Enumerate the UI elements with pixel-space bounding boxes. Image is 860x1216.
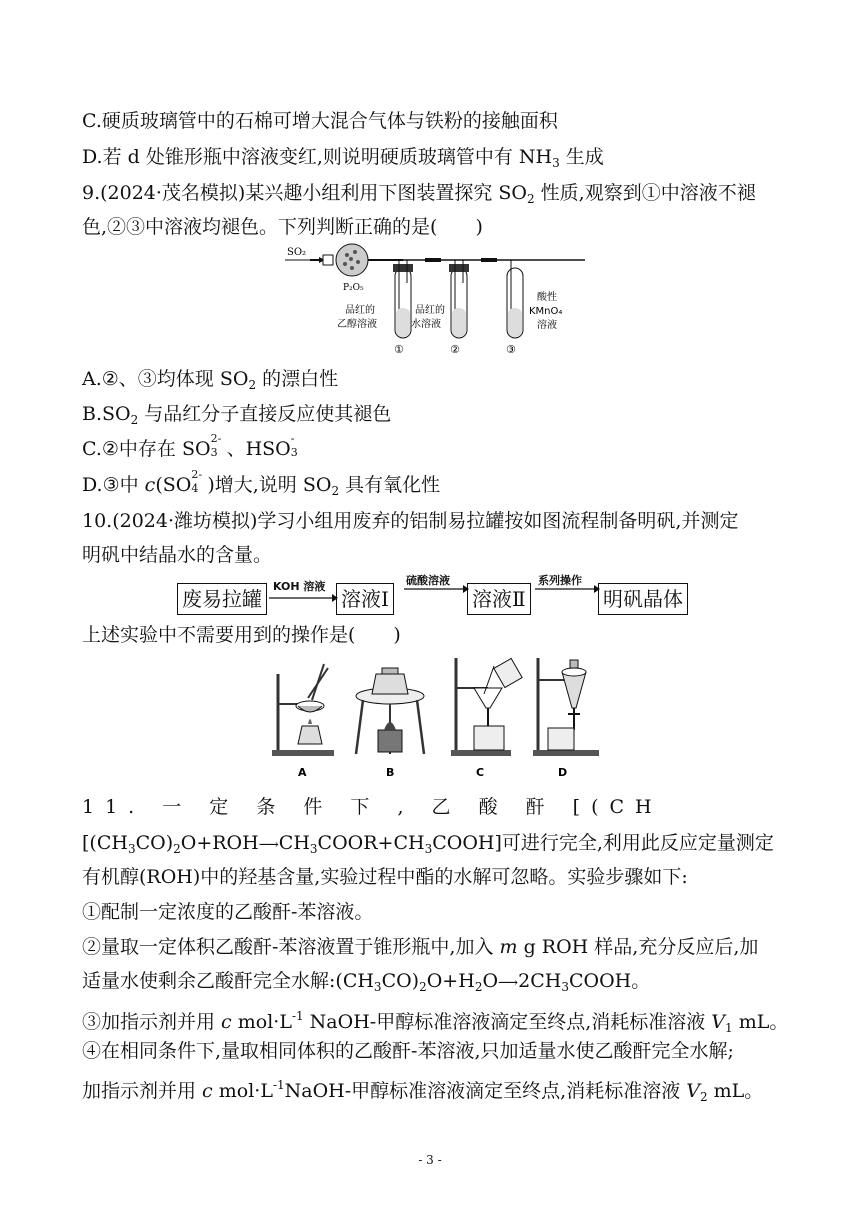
svg-text:C: C [476, 766, 485, 779]
so2-label: SO₂ [287, 247, 307, 258]
q10-operations-figure [268, 654, 613, 780]
q9-option-d: D.③中 c(SO 2- 4 )增大,说明 $SO_2$ 具有氧化性 [82, 468, 441, 498]
q11-step4-line2: 加指示剂并用 c $mol\cdot L^{-1}NaOH-$甲醇标准溶液滴定至终点,消耗标准溶液 $V_2$ mL。 [82, 1078, 764, 1104]
operation-c-icon [451, 658, 522, 756]
reaction-arrow-icon: ⟶ [498, 975, 519, 991]
q10-stem-line2: 明矾中结晶水的含量。 [82, 544, 273, 566]
q11-line2: $[(CH_3CO)_2O+ROH⟶CH_3COOR+CH_3COOH]$可进行完全,利用此反应定量测定 [82, 832, 774, 856]
q9-stem-line1: 9.(2024·茂名模拟)某兴趣小组利用下图装置探究 $SO_2$ 性质,观察到①中溶液不褪 [82, 182, 756, 206]
flow-box-3: 溶液Ⅱ [467, 583, 531, 615]
q11-step1: ①配制一定浓度的乙酸酐-苯溶液。 [82, 901, 374, 923]
q11-step2-line2: 适量水使剩余乙酸酐完全水解$:(CH_3CO)_2O+H_2O⟶2CH_3COOH$。 [82, 970, 651, 994]
svg-text:乙醇溶液: 乙醇溶液 [337, 319, 377, 330]
flow-box-1: 废易拉罐 [177, 583, 267, 615]
flow-arrow-2-label: 硫酸溶液 [406, 574, 450, 587]
svg-text:B: B [386, 766, 395, 779]
operation-a-icon [272, 664, 334, 756]
operation-b-icon [356, 668, 424, 754]
svg-text:溶液: 溶液 [537, 320, 557, 331]
flow-box-2: 溶液Ⅰ [336, 583, 394, 615]
q10-stem-line3: 上述实验中不需要用到的操作是( ) [82, 624, 401, 646]
operation-d-icon [533, 658, 599, 756]
tube-3-number: ③ [506, 343, 516, 356]
svg-text:KMnO₄: KMnO₄ [529, 306, 563, 317]
q11-step4-line1: ④在相同条件下,量取相同体积的乙酸酐-苯溶液,只加适量水使乙酸酐完全水解; [82, 1040, 734, 1062]
q11-line3: 有机醇(ROH)中的羟基含量,实验过程中酯的水解可忽略。实验步骤如下: [82, 866, 688, 888]
svg-text:品红的: 品红的 [415, 305, 445, 316]
svg-text:酸性: 酸性 [537, 292, 557, 303]
q9-option-a: A.②、③均体现 $SO_2$ 的漂白性 [82, 368, 339, 392]
reaction-arrow-icon: ⟶ [258, 837, 279, 853]
tube-1-number: ① [394, 343, 404, 356]
p2o5-label: P₂O₅ [343, 283, 364, 293]
q11-step2-line1: ②量取一定体积乙酸酐-苯溶液置于锥形瓶中,加入 m g ROH 样品,充分反应后,加 [82, 936, 759, 958]
svg-text:D: D [558, 766, 568, 779]
q9-option-b: $B.SO_2$ 与品红分子直接反应使其褪色 [82, 403, 392, 427]
q9-stem-line2: 色,②③中溶液均褪色。下列判断正确的是( ) [82, 216, 483, 238]
q8-option-d: D.若 d 处锥形瓶中溶液变红,则说明硬质玻璃管中有 $NH_3$ 生成 [82, 146, 604, 170]
svg-text:A: A [298, 766, 307, 779]
flow-box-4: 明矾晶体 [598, 583, 688, 615]
flow-arrow-1-label: KOH 溶液 [273, 580, 326, 593]
page-number: - 3 - [418, 1153, 442, 1167]
q11-step3: ③加指示剂并用 c $mol\cdot L^{-1}$ NaOH-甲醇标准溶液滴定至终点,消耗标准溶液 $V_1$ mL。 [82, 1009, 789, 1035]
svg-text:品红的: 品红的 [345, 305, 375, 316]
q9-option-c: C.②中存在 SO 2- 3 、HSO - 3 [82, 432, 298, 460]
q11-line1-formula [82, 794, 556, 820]
q8-option-c: C.硬质玻璃管中的石棉可增大混合气体与铁粉的接触面积 [82, 110, 558, 132]
q11-line1: 11. 一 定 条 件 下 , 乙 酸 酐 [(CH [82, 796, 663, 818]
flow-arrow-3-label: 系列操作 [538, 574, 582, 587]
svg-text:水溶液: 水溶液 [411, 319, 441, 330]
q10-stem-line1: 10.(2024·潍坊模拟)学习小组用废弃的铝制易拉罐按如图流程制备明矾,并测定 [82, 510, 739, 532]
tube-2-number: ② [450, 343, 460, 356]
